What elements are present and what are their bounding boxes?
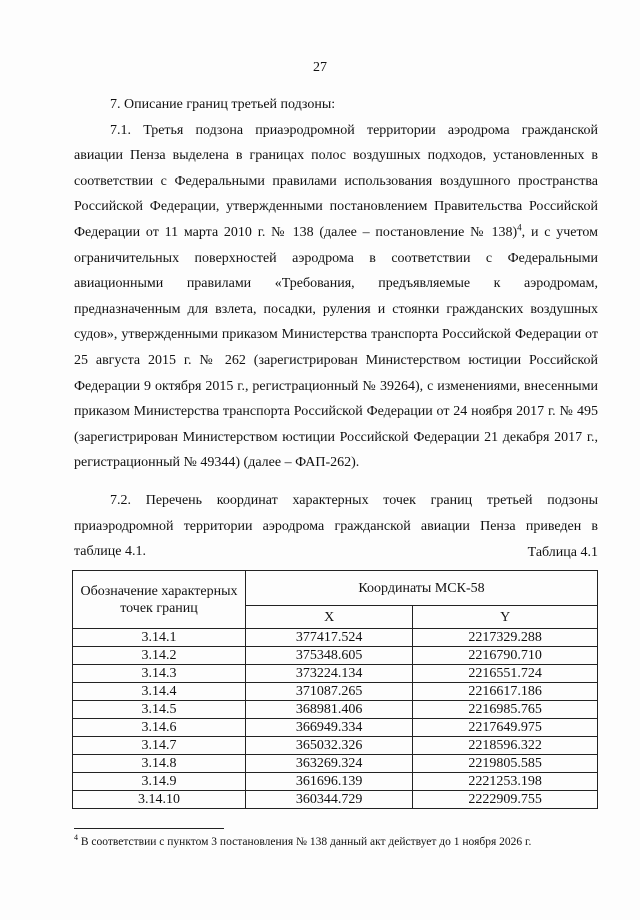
- point-cell: 3.14.7: [73, 737, 246, 755]
- point-cell: 3.14.2: [73, 647, 246, 665]
- y-cell: 2217649.975: [413, 719, 598, 737]
- point-cell: 3.14.4: [73, 683, 246, 701]
- point-cell: 3.14.6: [73, 719, 246, 737]
- footnote-mark: 4: [74, 833, 78, 843]
- table-caption: Таблица 4.1: [527, 545, 598, 560]
- page-number: 27: [313, 60, 327, 75]
- y-cell: 2222909.755: [413, 791, 598, 809]
- header-x: X: [246, 606, 413, 629]
- table-row: [73, 647, 598, 665]
- footnote-text: В соответствии с пунктом 3 постановления № 138 данный акт действует до 1 ноября 2026 г.: [78, 836, 532, 848]
- y-cell: 2216985.765: [413, 701, 598, 719]
- table-row: [73, 665, 598, 683]
- header-coordinates: Координаты МСК-58: [246, 571, 598, 606]
- point-cell: 3.14.10: [73, 791, 246, 809]
- x-cell: 373224.134: [246, 665, 413, 683]
- table-row: [73, 683, 598, 701]
- x-cell: 375348.605: [246, 647, 413, 665]
- footnote-reference: 4: [517, 222, 522, 233]
- y-cell: 2219805.585: [413, 755, 598, 773]
- section-title: 7. Описание границ третьей подзоны:: [110, 97, 336, 112]
- paragraph-7-1: [74, 118, 598, 476]
- table-row: [73, 791, 598, 809]
- document-body: [74, 92, 598, 565]
- table-row: [73, 755, 598, 773]
- table-body: [73, 629, 598, 809]
- y-cell: 2216617.186: [413, 683, 598, 701]
- point-cell: 3.14.5: [73, 701, 246, 719]
- x-cell: 363269.324: [246, 755, 413, 773]
- paragraph-7-1-tail: , и с учетом ограничительных поверхностей аэродрома в соответствии с Федеральными авиационными правилами «Требования, предъявляемые к аэродромам, предназначенным для взлета, посадки, руления и стоянки гражданских воздушных судов», утвержденными приказом Министерства транспорта Российской Федерации от 25 августа 2015 г. № 262 (зарегистрирован Министерством юстиции Российской Федерации 9 октября 2015 г., регистрационный № 39264), с изменениями, внесенными приказом Министерства транспорта Российской Федерации от 24 ноября 2017 г. № 495 (зарегистрирован Министерством юстиции Российской Федерации 21 декабря 2017 г., регистрационный № 49344) (далее – ФАП-262).: [74, 224, 598, 471]
- table-row: [73, 701, 598, 719]
- x-cell: 371087.265: [246, 683, 413, 701]
- footnote: [74, 833, 614, 848]
- footnote-divider: [74, 828, 224, 829]
- table-row: [73, 629, 598, 647]
- point-cell: 3.14.1: [73, 629, 246, 647]
- y-cell: 2221253.198: [413, 773, 598, 791]
- table-row: [73, 737, 598, 755]
- coordinates-table: [72, 570, 598, 809]
- y-cell: 2216551.724: [413, 665, 598, 683]
- y-cell: 2216790.710: [413, 647, 598, 665]
- table-row: [73, 773, 598, 791]
- x-cell: 361696.139: [246, 773, 413, 791]
- x-cell: 368981.406: [246, 701, 413, 719]
- point-cell: 3.14.9: [73, 773, 246, 791]
- x-cell: 360344.729: [246, 791, 413, 809]
- y-cell: 2218596.322: [413, 737, 598, 755]
- point-cell: 3.14.3: [73, 665, 246, 683]
- table-row: [73, 719, 598, 737]
- header-y: Y: [413, 606, 598, 629]
- x-cell: 365032.326: [246, 737, 413, 755]
- header-point-name: Обозначение характерных точек границ: [73, 571, 246, 629]
- y-cell: 2217329.288: [413, 629, 598, 647]
- point-cell: 3.14.8: [73, 755, 246, 773]
- x-cell: 377417.524: [246, 629, 413, 647]
- paragraph-7-2: 7.2. Перечень координат характерных точек границ третьей подзоны приаэродромной территории аэродрома гражданской авиации Пенза приведен в таблице 4.1.: [74, 492, 598, 560]
- x-cell: 366949.334: [246, 719, 413, 737]
- paragraph-7-1-text: 7.1. Третья подзона приаэродромной территории аэродрома гражданской авиации Пенза выделена в границах полос воздушных подходов, установленных в соответствии с Федеральными правилами использования воздушного пространства Российской Федерации, утвержденными постановлением Правительства Российской Федерации от 11 марта 2010 г. № 138 (далее – постановление № 138): [74, 122, 598, 240]
